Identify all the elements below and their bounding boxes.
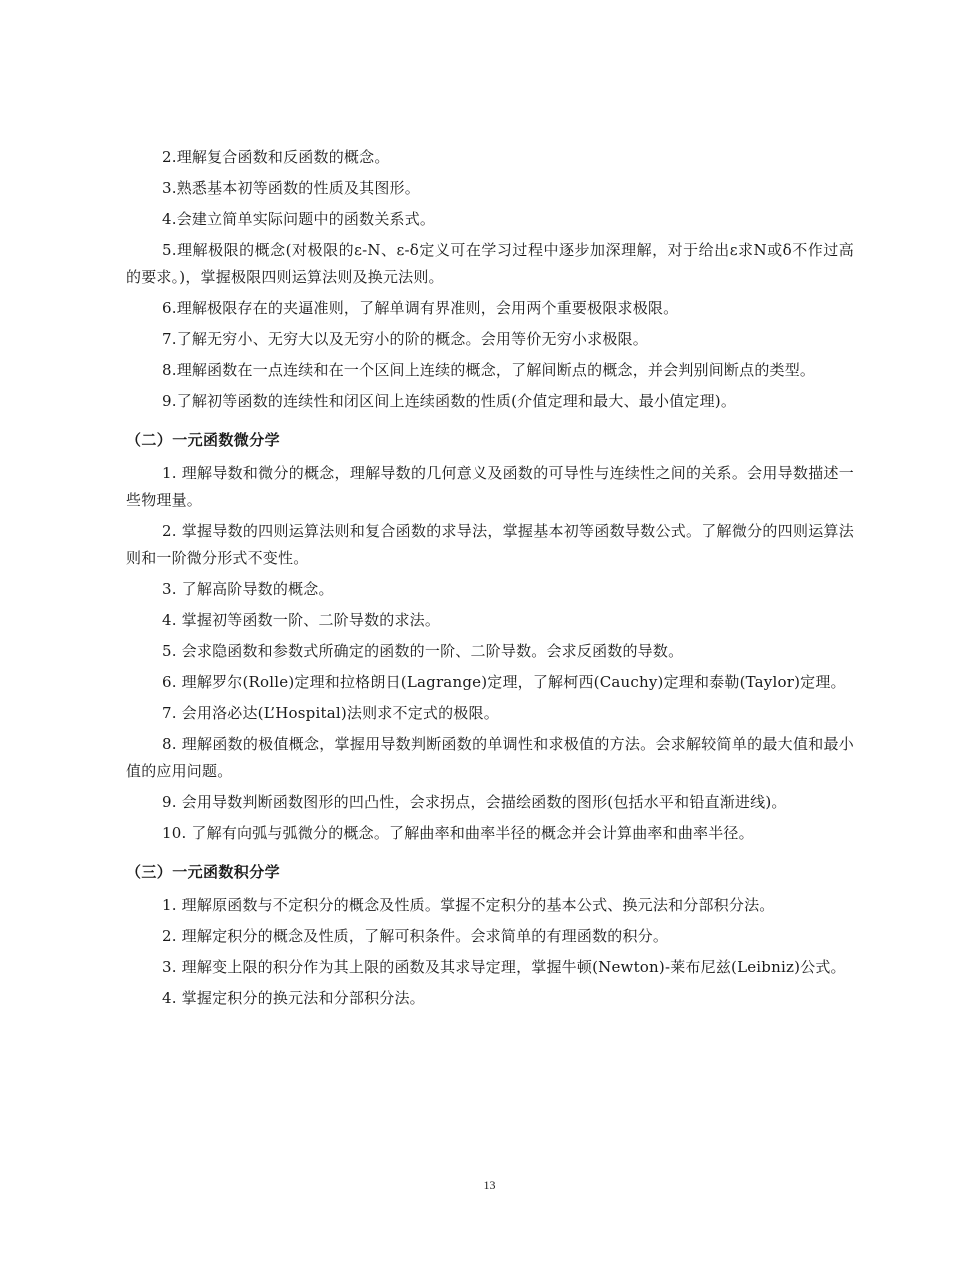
list-item: 3. 了解高阶导数的概念。 <box>162 580 334 598</box>
list-item: 6.理解极限存在的夹逼准则，了解单调有界准则，会用两个重要极限求极限。 <box>162 299 679 317</box>
list-item: 8. 理解函数的极值概念，掌握用导数判断函数的单调性和求极值的方法。会求解较简单的最大值和最小值的应用问题。 <box>126 735 854 780</box>
list-item: 7.了解无穷小、无穷大以及无穷小的阶的概念。会用等价无穷小求极限。 <box>162 330 648 348</box>
page-content <box>126 144 854 1016</box>
list-item: 6. 理解罗尔(Rolle)定理和拉格朗日(Lagrange)定理，了解柯西(Cauchy)定理和泰勒(Taylor)定理。 <box>162 673 846 691</box>
list-item: 5. 会求隐函数和参数式所确定的函数的一阶、二阶导数。会求反函数的导数。 <box>162 642 684 660</box>
list-item: 2. 掌握导数的四则运算法则和复合函数的求导法，掌握基本初等函数导数公式。了解微分的四则运算法则和一阶微分形式不变性。 <box>126 522 854 567</box>
list-item: 9. 会用导数判断函数图形的凹凸性，会求拐点，会描绘函数的图形(包括水平和铅直渐进线)。 <box>162 793 787 811</box>
list-item: 2. 理解定积分的概念及性质，了解可积条件。会求简单的有理函数的积分。 <box>162 927 669 945</box>
list-item: 3. 理解变上限的积分作为其上限的函数及其求导定理，掌握牛顿(Newton)-莱布尼兹(Leibniz)公式。 <box>162 958 846 976</box>
list-item: 1. 理解原函数与不定积分的概念及性质。掌握不定积分的基本公式、换元法和分部积分法。 <box>162 896 775 914</box>
list-item: 3.熟悉基本初等函数的性质及其图形。 <box>162 179 420 197</box>
list-item: 4. 掌握定积分的换元法和分部积分法。 <box>162 989 425 1007</box>
list-item: 4. 掌握初等函数一阶、二阶导数的求法。 <box>162 611 441 629</box>
list-item: 4.会建立简单实际问题中的函数关系式。 <box>162 210 436 228</box>
section-integral-calculus <box>126 859 854 1012</box>
list-item: 8.理解函数在一点连续和在一个区间上连续的概念，了解间断点的概念，并会判别间断点的类型。 <box>162 361 816 379</box>
list-item: 9.了解初等函数的连续性和闭区间上连续函数的性质(介值定理和最大、最小值定理)。 <box>162 392 737 410</box>
list-item: 1. 理解导数和微分的概念，理解导数的几何意义及函数的可导性与连续性之间的关系。会用导数描述一些物理量。 <box>126 464 854 509</box>
list-item: 5.理解极限的概念(对极限的ε-N、ε-δ定义可在学习过程中逐步加深理解，对于给出ε求N或δ不作过高的要求。)，掌握极限四则运算法则及换元法则。 <box>126 241 854 286</box>
section-heading: （二）一元函数微分学 <box>126 431 281 449</box>
list-item: 2.理解复合函数和反函数的概念。 <box>162 148 390 166</box>
list-item: 10. 了解有向弧与弧微分的概念。了解曲率和曲率半径的概念并会计算曲率和曲率半径。 <box>162 824 754 842</box>
section-heading: （三）一元函数积分学 <box>126 863 281 881</box>
page-number: 13 <box>483 1178 496 1192</box>
section-differential-calculus <box>126 427 854 847</box>
list-item: 7. 会用洛必达(L’Hospital)法则求不定式的极限。 <box>162 704 499 722</box>
intro-items <box>126 144 854 415</box>
